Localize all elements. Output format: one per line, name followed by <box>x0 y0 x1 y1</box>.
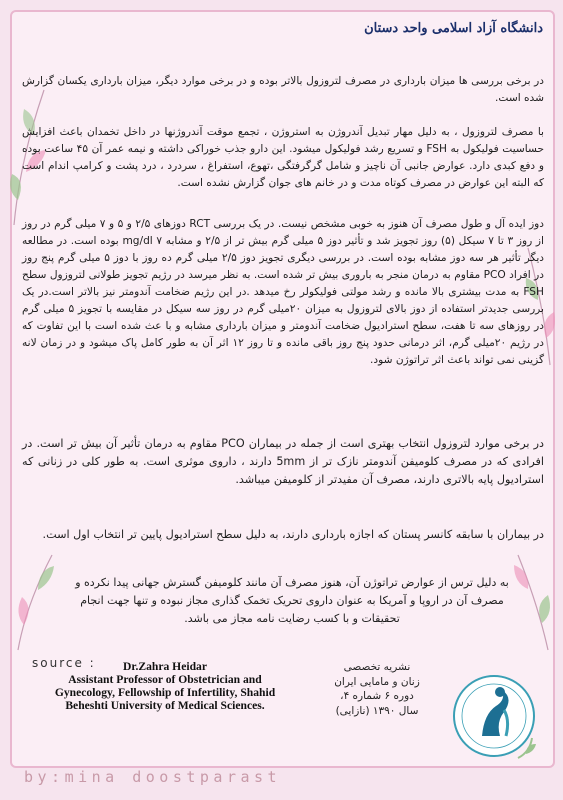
journal-line: زنان و مامایی ایران <box>334 675 420 688</box>
paragraph-breast-cancer: در بیماران با سابقه کانسر پستان که اجازه بارداری دارند، به دلیل سطح استرادیول پایین تر انتخاب اول است. <box>42 528 544 542</box>
university-name: دانشگاه آزاد اسلامی واحد دستان <box>364 20 543 36</box>
paragraph-indications: در برخی موارد لتروزول انتخاب بهتری است از جمله در بیماران PCO مقاوم به درمان تأثیر آن بیش تر است. در افرادی که در مصرف کلومیفن آندومتر نازک تر از 5mm دارند ، داروی موثری است. به طور کلی در زنانی که استرادیول پایه بالاتری دارند، مصرف آن مفیدتر از کلومیفن میباشد. <box>22 437 545 487</box>
journal-logo-icon <box>448 660 540 772</box>
journal-line: نشریه تخصصی <box>343 661 411 673</box>
journal-line: سال ۱۳۹۰ (نازایی) <box>335 704 419 717</box>
author-credit <box>15 660 315 712</box>
journal-line: دوره ۶ شماره ۴، <box>340 690 414 702</box>
paragraph-mechanism: با مصرف لتروزول ، به دلیل مهار تبدیل آندروژن به استروژن ، تجمع موقت آندروژنها در داخل تخمدان باعث افزایش حساسیت فولیکول به FSH و تسریع رشد فولیکول میشود. این دارو جذب خوراکی داشته و نیمه عمر آن ۴۵ ساعت بوده و دفع کبدی دارد. عوارض جانبی آن ناچیز و شامل گرگرفتگی ،تهوع، استفراغ ، سردرد ، درد پشت و کرامپ اندام است که البته این عوارض در مصرف کوتاه مدت و در خانم های جوان گزارش نشده است. <box>22 125 544 189</box>
author-specialty: Gynecology, Fellowship of Infertility, Shahid <box>54 686 276 699</box>
leaf-decoration-icon <box>10 545 60 655</box>
paragraph-pregnancy-rate: در برخی بررسی ها میزان باردارى در مصرف لتروزول بالاتر بوده و در برخی موارد دیگر، میزان بارداری یکسان گزارش شده است. <box>22 74 544 104</box>
footer-credit: by:mina doostparast <box>24 768 282 786</box>
author-name: Dr.Zahra Heidar <box>123 660 207 673</box>
journal-citation <box>322 660 432 718</box>
university-logo <box>364 8 549 48</box>
author-university: Beheshti University of Medical Sciences. <box>65 699 265 712</box>
author-title: Assistant Professor of Obstetrician and <box>68 673 262 686</box>
source-label: source : <box>32 656 96 670</box>
paragraph-teratogen: به دلیل ترس از عوارض تراتوژن آن، هنوز مصرف آن مانند کلومیفن گسترش جهانی پیدا نکرده و مصرف آن در اروپا و آمریکا به عنوان داروی تحریک تخمک گذاری مجاز نبوده و تنها جهت انجام تحقیقات و با کسب رضایت نامه مجاز می باشد. <box>75 576 509 625</box>
paragraph-dosage: دوز ایده آل و طول مصرف آن هنوز به خوبی مشخص نیست. در یک بررسی RCT دوزهای ۲/۵ و ۵ و ۷ میلی گرم در روز از روز ۳ تا ۷ سیکل (۵) روز تجویز شد و تأثیر دوز ۵ میلی گرم بیش تر از ۲/۵ و مشابه ۷ mg/dl بوده است. در مطالعه دیگر تأثیر هر سه دوز مشابه بوده است. در بررسی دیگری تجویز دوز ۲/۵ میلی گرم ده روز با دوز ۵ میلی گرم پنج روز در افراد PCO مقاوم به درمان منجر به باروری بیش تر شده است. به نظر میرسد در رژیم تجویز طولانی لتروزول سطح FSH به مدت بیشتری بالا مانده و رشد مولتی فولیکولر رخ میدهد .در این رژیم ضخامت آندومتر نیز بالاتر است.در یک بررسی جدیدتر استفاده از دوز بالای لتروزول به میزان ۲۰میلی گرم در روز سه سیکل در مقایسه با تجویز ۵ میلی گرم در روزهای سه تا هفت، سطح استرادیول ضخامت آندومتر و میزان باردارى مشابه و با عث شده است با این تفاوت که در رژیم ۲۰میلی گرم، اثر درمانی حدود پنج روز باقی مانده و تا روز ۱۲ اثر آن به طور کامل پاک میشود و در زمان لانه گزینی نمی تواند باعث اثر تراتوژن شود. <box>22 217 545 366</box>
